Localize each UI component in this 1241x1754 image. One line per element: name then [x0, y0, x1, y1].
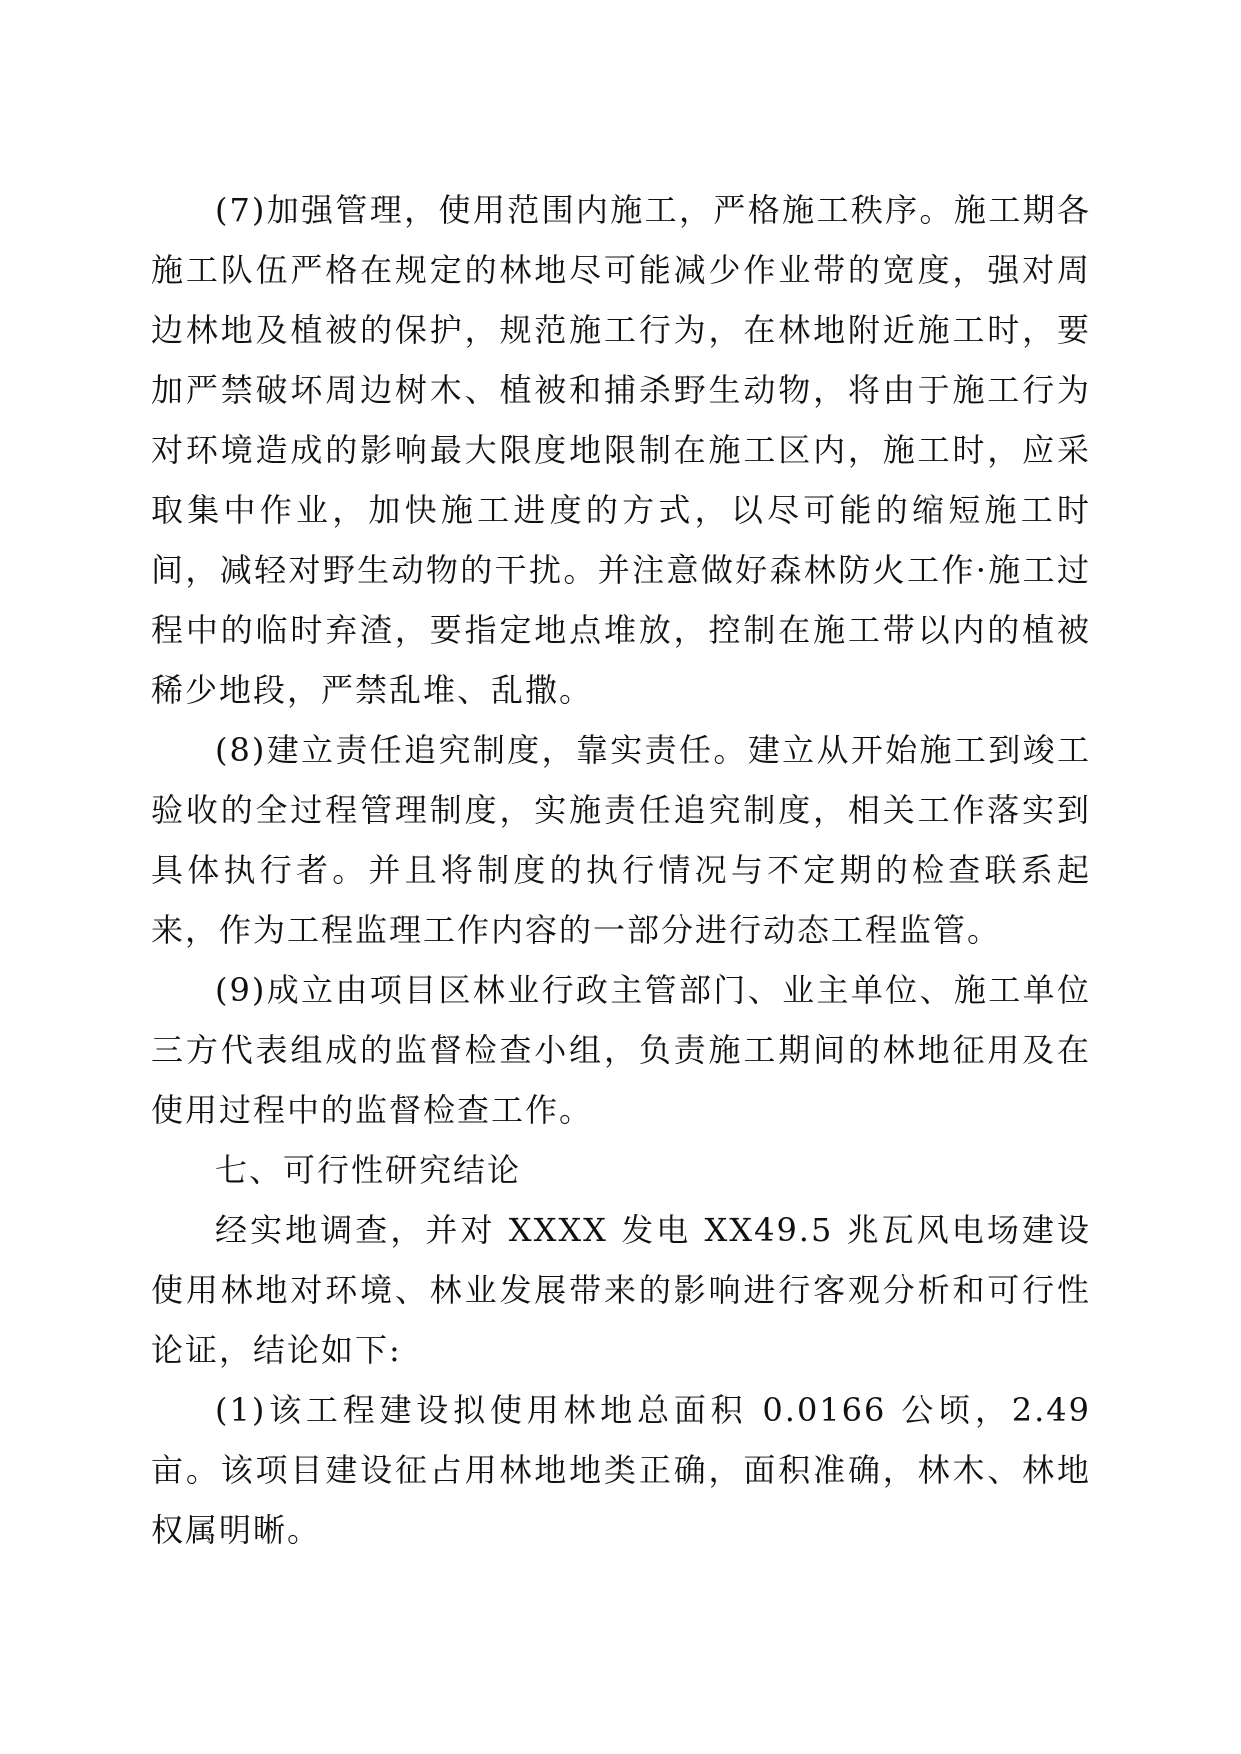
conclusion-1: (1)该工程建设拟使用林地总面积 0.0166 公顷，2.49 亩。该项目建设征占用林地地类正确，面积准确，林木、林地权属明晰。 [151, 1391, 1091, 1549]
paragraph-7: (7)加强管理，使用范围内施工，严格施工秩序。施工期各施工队伍严格在规定的林地尽可能减少作业带的宽度，强对周边林地及植被的保护，规范施工行为，在林地附近施工时，要加严禁破坏周边树木、植被和捕杀野生动物，将由于施工行为对环境造成的影响最大限度地限制在施工区内，施工时，应采取集中作业，加快施工进度的方式，以尽可能的缩短施工时间，减轻对野生动物的干扰。并注意做好森林防火工作·施工过程中的临时弃渣，要指定地点堆放，控制在施工带以内的植被稀少地段，严禁乱堆、乱撒。 [151, 191, 1091, 709]
document-page [151, 180, 1091, 1560]
paragraph-9: (9)成立由项目区林业行政主管部门、业主单位、施工单位三方代表组成的监督检查小组，负责施工期间的林地征用及在使用过程中的监督检查工作。 [151, 971, 1091, 1129]
paragraph-8: (8)建立责任追究制度，靠实责任。建立从开始施工到竣工验收的全过程管理制度，实施责任追究制度，相关工作落实到具体执行者。并且将制度的执行情况与不定期的检查联系起来，作为工程监理工作内容的一部分进行动态工程监管。 [151, 731, 1091, 949]
section-heading: 七、可行性研究结论 [215, 1151, 522, 1189]
section-intro: 经实地调查，并对 XXXX 发电 XX49.5 兆瓦风电场建设使用林地对环境、林业发展带来的影响进行客观分析和可行性论证，结论如下: [151, 1211, 1091, 1369]
